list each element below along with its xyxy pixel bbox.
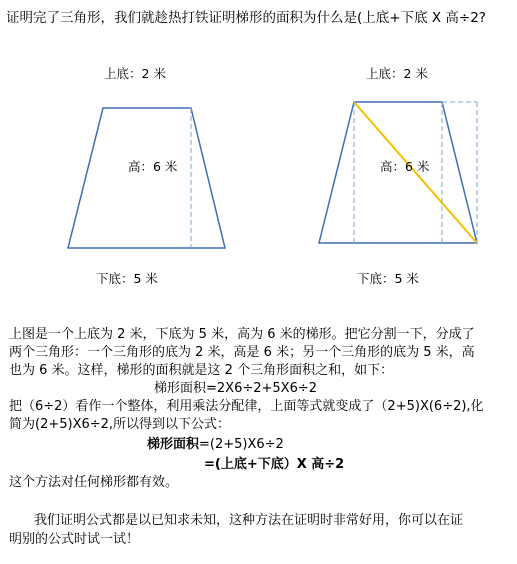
right-top-label: 上底：2 米 (366, 66, 428, 81)
paragraph-1-line-1: 上图是一个上底为 2 米，下底为 5 米，高为 6 米的梯形。把它分割一下，分成了 (9, 327, 475, 342)
formula-2-expression: =(2+5)X6÷2 (199, 437, 284, 452)
left-bottom-label: 下底：5 米 (96, 271, 158, 286)
page-title: 证明完了三角形，我们就趁热打铁证明梯形的面积为什么是(上底+下底 X 高÷2? (6, 10, 486, 26)
paragraph-1-line-2: 两个三角形：一个三角形的底为 2 米，高是 6 米；另一个三角形的底为 5 米，高 (9, 345, 475, 360)
right-height-label: 高：6 米 (380, 159, 430, 174)
formula-3: =(上底+下底）X 高÷2 (204, 457, 345, 472)
paragraph-4-line-1: 我们证明公式都是以已知求未知，这种方法在证明时非常好用，你可以在证 (34, 513, 464, 528)
formula-2-label: 梯形面积 (147, 437, 200, 452)
left-top-label: 上底：2 米 (104, 66, 166, 81)
paragraph-4-line-2: 明别的公式时试一试！ (9, 532, 140, 547)
right-bottom-label: 下底：5 米 (357, 271, 419, 286)
left-height-label: 高：6 米 (128, 159, 178, 174)
left-trapezoid (68, 108, 225, 248)
formula-2 (147, 436, 284, 453)
formula-1: 梯形面积=2X6÷2+5X6÷2 (154, 381, 318, 396)
paragraph-2-line-2: 简为(2+5)X6÷2,所以得到以下公式： (9, 417, 231, 432)
paragraph-2-line-1: 把（6÷2）看作一个整体，利用乘法分配律，上面等式就变成了（2+5)X(6÷2),化 (9, 399, 484, 414)
paragraph-1-line-3: 也为 6 米。这样，梯形的面积就是这 2 个三角形面积之和，如下： (9, 363, 394, 378)
left-trapezoid-figure (68, 108, 225, 248)
paragraph-3: 这个方法对任何梯形都有效。 (9, 475, 179, 490)
